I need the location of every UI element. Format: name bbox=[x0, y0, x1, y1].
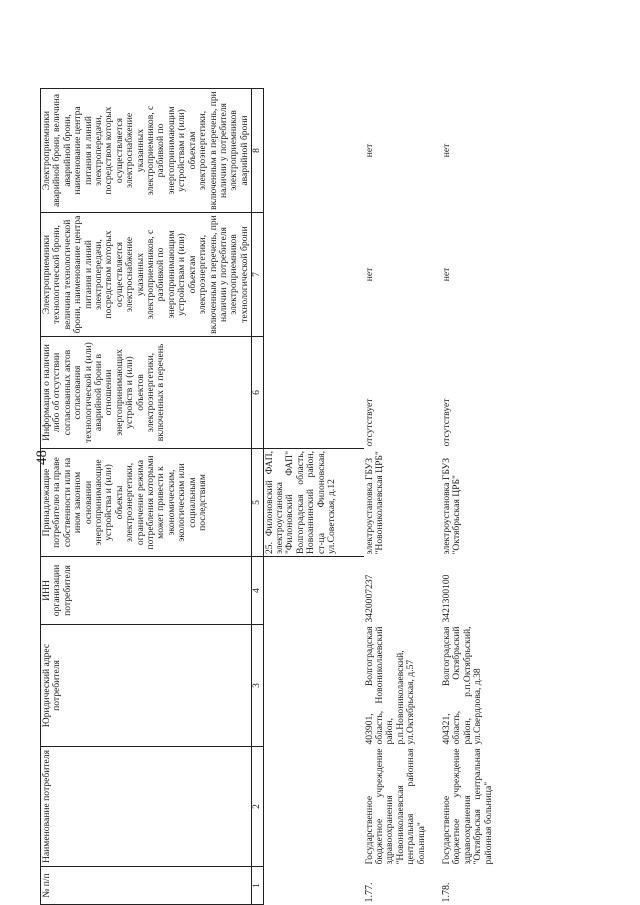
continued-object: 25. Филоновский ФАП, электроустановка "Филоновский ФАП" Волгоградская область, Новоаннинский район, ст-ца Филоновская, ул.Советская, д.12 bbox=[263, 449, 364, 557]
col-number: 8 bbox=[252, 89, 263, 213]
header-address: Юридический адрес потребителя bbox=[41, 625, 252, 747]
col-number: 6 bbox=[252, 337, 263, 449]
consumer-inn: 3420007237 bbox=[363, 574, 375, 623]
consumer-name: Государственное бюджетное учреждение здравоохранения "Октябрьская центральная районная больница" bbox=[440, 748, 494, 865]
col-number: 7 bbox=[252, 213, 263, 337]
col-number: 1 bbox=[252, 867, 263, 905]
consumer-table bbox=[40, 88, 495, 905]
col-number: 4 bbox=[252, 557, 263, 625]
header-inn: ИНН организации потребителя bbox=[41, 557, 252, 625]
header-emergency-reserve: Электроприемники аварийной брони, величина аварийной брони, наименование центра питания и линий электропередачи, посредством которых осуществляется электроснабжение указанных электроприемников, с разбивкой по энергопринимающим устройствам и (или) объектам электроэнергетики, включенным в перечень, при наличии у потребителя электроприемников аварийной брони bbox=[41, 89, 252, 213]
emergency-reserve-value: нет bbox=[440, 143, 452, 158]
consumer-address: 404321, Волгоградская область, Октябрьский район, р.п.Октябрьский, ул.Свердлова, д.38 bbox=[440, 626, 484, 745]
tech-reserve-value: нет bbox=[363, 267, 375, 282]
table-row bbox=[364, 89, 428, 905]
consumer-object: электроустановка ГБУЗ "Октябрьская ЦРБ" bbox=[440, 457, 463, 555]
header-row bbox=[41, 89, 252, 905]
header-agreements: Информация о наличии либо об отсутствии согласованных актов согласования технологической и (или) аварийной брони в отношении энергопринимающих устройств и (или) объектов электроэнергетики, включенных в перечень bbox=[41, 337, 252, 449]
tech-reserve-value: нет bbox=[440, 267, 452, 282]
agreements-status: отсутствует bbox=[363, 398, 375, 447]
header-objects: Принадлежащие потребителю на праве собственности или на ином законном основании энергопринимающие устройства и (или) объекты электроэнергетики, ограничение режима потребления которыми может привести к экономическим, экологическим или социальным последствиям bbox=[41, 449, 252, 557]
consumer-address: 403901, Волгоградская область, Новониколаевский район, р.п.Новониколаевский, ул.Октябрьская, д.57 bbox=[363, 626, 417, 745]
col-number: 5 bbox=[252, 449, 263, 557]
col-number: 3 bbox=[252, 625, 263, 747]
page-number: 48 bbox=[34, 450, 50, 465]
table-row bbox=[428, 89, 495, 905]
header-tech-reserve: Электроприемники технологической брони, величина технологической брони, наименование центра питания и линий электропередачи, посредством которых осуществляется электроснабжение указанных электроприемников, с разбивкой по энергопринимающим устройствам и (или) объектам электроэнергетики, включенным в перечень, при наличии у потребителя электроприемников технологической брони bbox=[41, 213, 252, 337]
row-number: 1.77. bbox=[363, 882, 375, 903]
agreements-status: отсутствует bbox=[440, 398, 452, 447]
consumer-object: электроустановка ГБУЗ "Новониколаевская ЦРБ" bbox=[363, 451, 385, 555]
header-num: № п/п bbox=[41, 867, 252, 905]
col-number: 2 bbox=[252, 747, 263, 867]
consumer-inn: 3421300100 bbox=[440, 574, 452, 623]
consumer-name: Государственное бюджетное учреждение здравоохранения "Новониколаевская центральная районная больница" bbox=[363, 748, 427, 865]
column-numbers-row bbox=[252, 89, 263, 905]
header-name: Наименование потребителя bbox=[41, 747, 252, 867]
row-number: 1.78. bbox=[440, 882, 452, 903]
emergency-reserve-value: нет bbox=[363, 143, 375, 158]
continued-row bbox=[263, 89, 364, 905]
